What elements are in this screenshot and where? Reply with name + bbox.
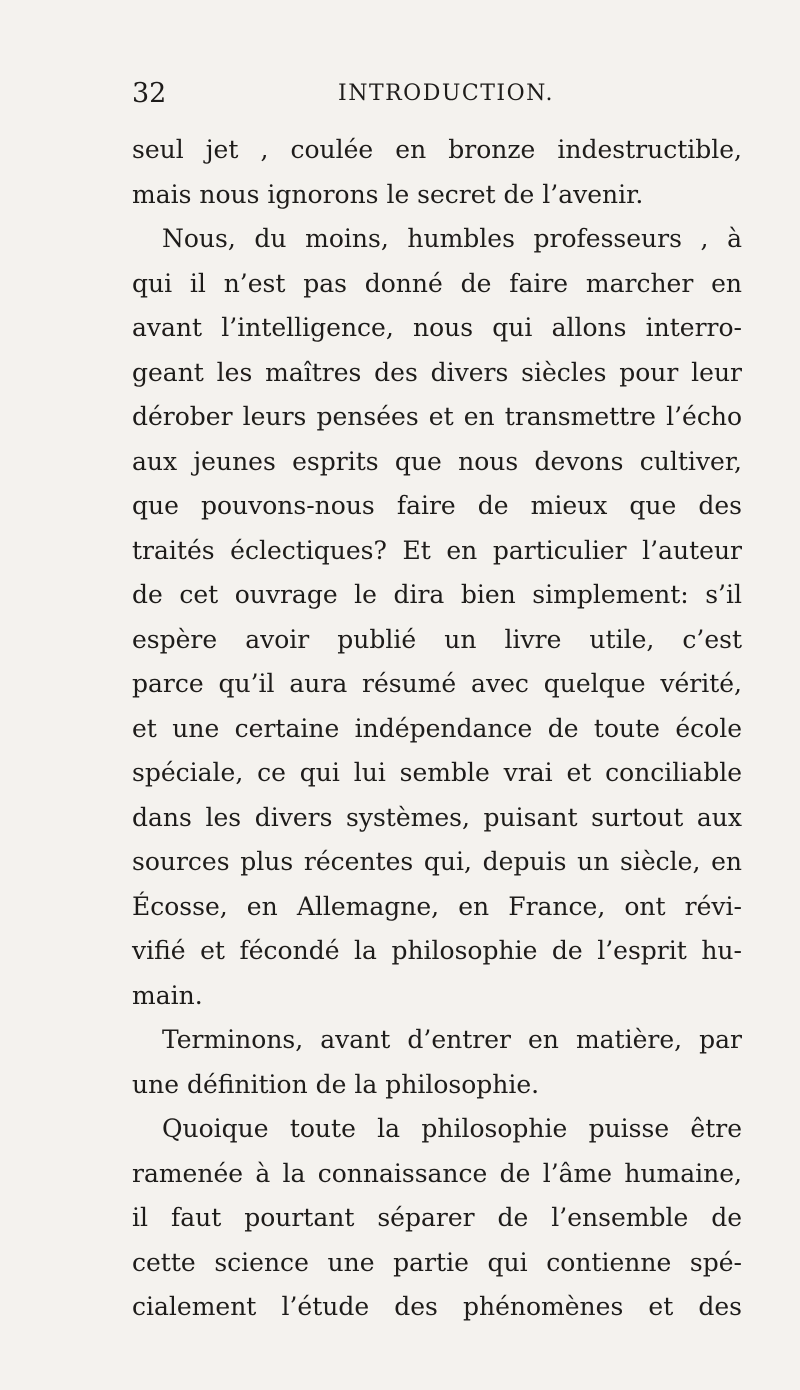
page-number: 32 <box>132 78 167 109</box>
text-line: Nous, du moins, humbles professeurs , à <box>162 224 742 253</box>
text-line: ramenée à la connaissance de l’âme humaine, <box>132 1158 742 1188</box>
text-line: cialement l’étude des phénomènes et des <box>132 1292 742 1321</box>
text-line: parce qu’il aura résumé avec quelque vérité, <box>132 669 742 698</box>
text-line: une définition de la philosophie. <box>132 1069 540 1099</box>
text-line: spéciale, ce qui lui semble vrai et conciliable <box>132 758 742 787</box>
text-line: et une certaine indépendance de toute école <box>132 713 742 743</box>
text-line: il faut pourtant séparer de l’ensemble de <box>132 1203 742 1232</box>
text-line: de cet ouvrage le dira bien simplement: s’il <box>132 580 742 609</box>
text-line: aux jeunes esprits que nous devons cultiver, <box>132 446 742 476</box>
page-header <box>132 74 732 114</box>
text-line: Terminons, avant d’entrer en matière, par <box>162 1025 742 1054</box>
text-line: Écosse, en Allemagne, en France, ont révi- <box>132 891 742 921</box>
text-line: traités éclectiques? Et en particulier l’auteur <box>132 535 742 565</box>
text-line: Quoique toute la philosophie puisse être <box>162 1114 742 1143</box>
text-line: geant les maîtres des divers siècles pour leur <box>132 357 742 387</box>
text-line: mais nous ignorons le secret de l’avenir. <box>132 179 644 209</box>
text-line: dérober leurs pensées et en transmettre l’écho <box>132 402 742 431</box>
text-line: cette science une partie qui contienne spé- <box>132 1247 742 1277</box>
text-line: vifié et fécondé la philosophie de l’esprit hu- <box>132 936 742 965</box>
text-line: avant l’intelligence, nous qui allons interro- <box>132 313 742 342</box>
text-line: sources plus récentes qui, depuis un siècle, en <box>132 847 742 876</box>
text-line: main. <box>132 980 203 1010</box>
text-line: que pouvons-nous faire de mieux que des <box>132 491 742 520</box>
text-line: espère avoir publié un livre utile, c’est <box>132 624 742 654</box>
body-text <box>132 128 742 1330</box>
running-title: INTRODUCTION. <box>338 81 554 106</box>
text-line: dans les divers systèmes, puisant surtout aux <box>132 802 742 832</box>
text-line: qui il n’est pas donné de faire marcher en <box>132 268 742 298</box>
text-line: seul jet , coulée en bronze indestructible, <box>132 135 742 164</box>
